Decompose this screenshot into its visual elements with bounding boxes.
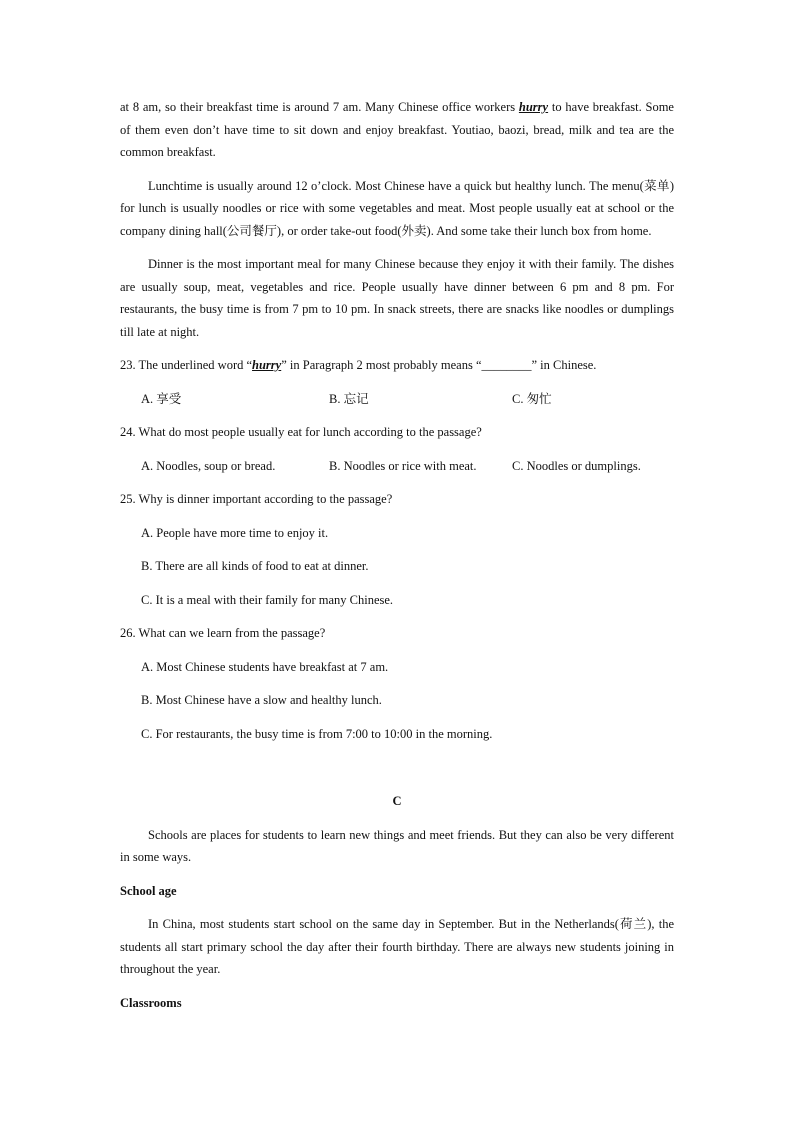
question-24-option-a: A. Noodles, soup or bread. — [141, 458, 276, 473]
question-25-option-b: B. There are all kinds of food to eat at dinner. — [141, 559, 369, 573]
document-page — [120, 0, 674, 1014]
question-23-options — [120, 388, 674, 411]
heading-classrooms: Classrooms — [120, 995, 182, 1010]
underlined-word-hurry: hurry — [518, 100, 549, 114]
paragraph-school-age: In China, most students start school on the same day in September. But in the Netherlands(荷兰), the students all start primary school the day after their fourth birthday. There are always new students joining in throughout the year. — [120, 917, 674, 976]
question-24-option-c: C. Noodles or dumplings. — [512, 458, 641, 473]
question-25-stem: 25. Why is dinner important according to the passage? — [120, 492, 393, 506]
question-23-word: hurry — [252, 358, 282, 372]
question-26-option-b: B. Most Chinese have a slow and healthy lunch. — [141, 693, 382, 707]
question-26-option-c: C. For restaurants, the busy time is from 7:00 to 10:00 in the morning. — [141, 726, 493, 741]
question-25-option-a: A. People have more time to enjoy it. — [141, 525, 329, 540]
paragraph-dinner: Dinner is the most important meal for many Chinese because they enjoy it with their family. The dishes are usually soup, meat, vegetables and rice. People usually have dinner between 6 pm and 8 pm. For restaurants, the busy time is from 7 pm to 10 pm. In snack streets, there are snacks like noodles or dumplings till late at night. — [120, 257, 674, 339]
question-24-options — [120, 455, 674, 478]
question-23-option-c: C. 匆忙 — [512, 391, 552, 406]
question-23-stem: 23. The underlined word “hurry” in Paragraph 2 most probably means “________” in Chinese. — [120, 358, 597, 372]
paragraph-lunch: Lunchtime is usually around 12 o’clock. Most Chinese have a quick but healthy lunch. The menu(菜单) for lunch is usually noodles or rice with some vegetables and meat. Most people usually eat at school or the company dining hall(公司餐厅), or order take-out food(外卖). And some take their lunch box from home. — [120, 178, 674, 238]
question-23-option-a: A. 享受 — [141, 391, 182, 406]
section-c-intro: Schools are places for students to learn new things and meet friends. But they can also be very different in some ways. — [120, 827, 674, 864]
question-26-stem: 26. What can we learn from the passage? — [120, 626, 326, 640]
paragraph-breakfast: at 8 am, so their breakfast time is around 7 am. Many Chinese office workers hurry to have breakfast. Some of them even don’t have time to sit down and enjoy breakfast. Youtiao, baozi, bread, milk and tea are the common breakfast. — [120, 100, 674, 159]
question-24-option-b: B. Noodles or rice with meat. — [329, 458, 477, 473]
heading-school-age: School age — [120, 883, 177, 898]
question-26-option-a: A. Most Chinese students have breakfast at 7 am. — [141, 659, 389, 674]
question-24-stem: 24. What do most people usually eat for lunch according to the passage? — [120, 425, 482, 439]
question-23-option-b: B. 忘记 — [329, 391, 369, 406]
question-25-option-c: C. It is a meal with their family for many Chinese. — [141, 592, 394, 607]
section-c-title: C — [392, 794, 402, 808]
